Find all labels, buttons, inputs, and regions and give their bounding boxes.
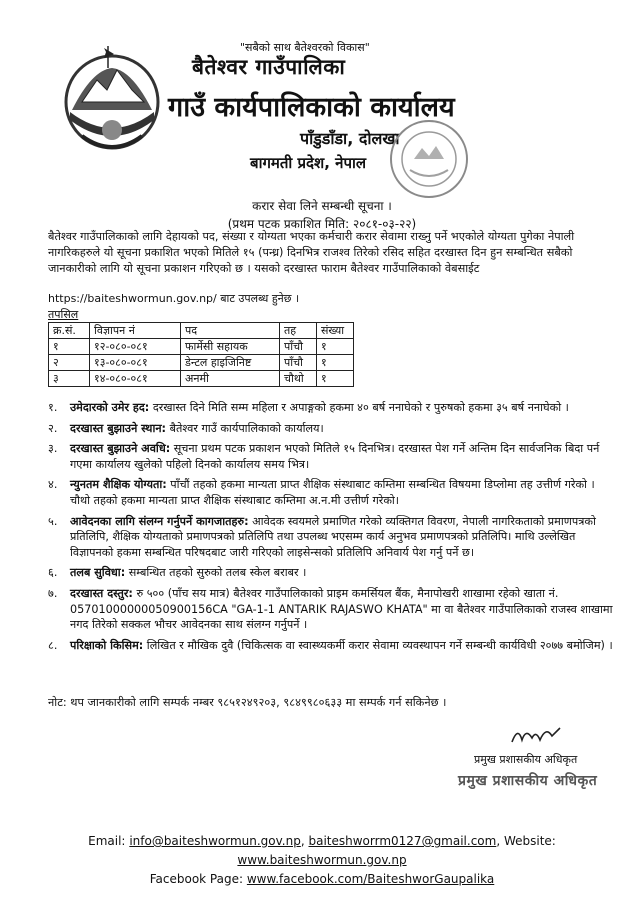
cell-level: पाँचौ	[280, 355, 317, 371]
office-name: गाउँ कार्यपालिकाको कार्यालय	[168, 92, 455, 123]
col-header-count: संख्या	[317, 323, 354, 339]
item-number: ३.	[48, 442, 58, 456]
table-row	[49, 339, 354, 355]
email-link-info[interactable]: info@baiteshwormun.gov.np	[129, 834, 301, 848]
email-link-gmail[interactable]: baiteshworrm0127@gmail.com	[308, 834, 497, 848]
item-text: लिखित र मौखिक दुवै (चिकित्सक वा स्वास्थ्यकर्मी करार सेवामा व्यवस्थापन गर्ने सम्बन्धी कार्यविधी २०७७ बमोजिम) ।	[143, 638, 613, 652]
cell-post: डेन्टल हाइजिनिष्ट	[181, 355, 280, 371]
item-number: ७.	[48, 586, 58, 600]
col-header-ad-no: विज्ञापन नं	[90, 323, 181, 339]
item-label: दरखास्त दस्तुर:	[70, 586, 133, 600]
table-header-row	[49, 323, 354, 339]
slogan: "सबैको साथ बैतेश्वरको विकास"	[240, 41, 370, 54]
table-row	[49, 371, 354, 387]
schedule-label: तपसिल	[48, 308, 79, 321]
item-number: ५.	[48, 514, 58, 528]
office-stamp	[388, 118, 470, 200]
separator: ,	[300, 834, 305, 848]
item-label: दरखास्त बुझाउने स्थान:	[70, 421, 167, 435]
signatory-stamp: प्रमुख प्रशासकीय अधिकृत	[458, 773, 598, 789]
facebook-label: Facebook Page:	[149, 872, 244, 886]
cell-sn: १	[49, 339, 90, 355]
publish-date: (प्रथम पटक प्रकाशित मिति: २०८१-०३-२२)	[227, 217, 417, 231]
vacancy-table	[48, 322, 354, 387]
item-text: पाँचौं तहको हकमा मान्यता प्राप्त शैक्षिक संस्थाबाट कम्तिमा सम्बन्धित विषयमा डिप्लोमा तह उत्तीर्ण गरेको । चौथो तहको हकमा मान्यता प्राप्त शैक्षिक संस्थाबाट कम्तिमा अ.न.मी उत्तीर्ण गरेको।	[70, 478, 595, 507]
website-url-line: https://baiteshwormun.gov.np/ बाट उपलब्ध हुनेछ ।	[48, 292, 300, 305]
list-item	[48, 421, 618, 437]
col-header-post: पद	[181, 323, 280, 339]
cell-post: अनमी	[181, 371, 280, 387]
item-number: ४.	[48, 478, 58, 492]
item-number: ६.	[48, 566, 58, 580]
col-header-level: तह	[280, 323, 317, 339]
signatory-title: प्रमुख प्रशासकीय अधिकृत	[474, 753, 578, 766]
address-line-2: बागमती प्रदेश, नेपाल	[250, 154, 367, 172]
item-number: ८.	[48, 638, 58, 652]
item-label: आवेदनका लागि संलग्न गर्नुपर्ने कागजातहरु:	[70, 514, 249, 528]
cell-ad-no: १३-०८०-०८१	[90, 355, 181, 371]
nepal-government-emblem	[52, 40, 172, 160]
item-text: दरखास्त दिने मिति सम्म महिला र अपाङ्गको हकमा ४० बर्ष ननाघेको र पुरुषको हकमा ३५ बर्ष ननाघेको ।	[149, 401, 569, 414]
list-item	[48, 565, 618, 581]
list-item	[48, 477, 618, 508]
signature	[508, 720, 568, 750]
notice-intro: बैतेश्वर गाउँपालिकाको लागि देहायको पद, संख्या र योग्यता भएका कर्मचारी करार सेवामा राख्नु पर्ने भएकोले योग्यता पुगेका नेपाली नागरिकहरुले यो सूचना प्रकाशित भएको मितिले १५ (पन्ध्र) दिनभित्र राजश्व तिरेको रसिद सहित दरखास्त दिन हुन सम्बन्धित सबैको जानकारीको लागि यो सूचना प्रकाशन गरिएको छ । यसको दरखास्त फाराम बैतेश्वर गाउँपालिकाको वेबसाईट	[48, 230, 575, 275]
item-text: बैतेश्वर गाउँ कार्यपालिकाको कार्यालय।	[166, 421, 324, 435]
cell-level: चौथो	[280, 371, 317, 387]
item-text: आवेदक स्वयमले प्रमाणित गरेको व्यक्तिगत विवरण, नेपाली नागरिकताको प्रमाणपत्रको प्रतिलिपि, शैक्षिक योग्यताको प्रमाणपत्रको प्रतिलिपि तथा उपलब्ध भएसम्म कार्य अनुभव प्रमाणपत्रको प्रतिलिपि। माथि उल्लेखित विज्ञापनको हकमा सम्बन्धित परिषदबाट जारी गरिएको लाइसेन्सको प्रतिलिपि अनिवार्य पेश गर्नु पर्ने छ।	[70, 514, 596, 559]
list-item	[48, 441, 618, 472]
item-label: दरखास्त बुझाउने अवधि:	[70, 442, 171, 456]
cell-sn: ३	[49, 371, 90, 387]
cell-ad-no: १२-०८०-०८१	[90, 339, 181, 355]
item-text: सम्बन्धित तहको सुरुको तलब स्केल बराबर ।	[125, 566, 307, 580]
cell-count: १	[317, 339, 354, 355]
item-number: २.	[48, 421, 58, 435]
item-label: तलब सुविधा:	[70, 566, 126, 580]
col-header-sn: क्र.सं.	[49, 323, 90, 339]
address-line-1: पाँडुडाँडा, दोलखा	[300, 129, 400, 148]
notice-title: करार सेवा लिने सम्बन्धी सूचना ।	[252, 199, 392, 213]
item-label: उमेदारको उमेर हद:	[70, 401, 150, 414]
cell-count: १	[317, 355, 354, 371]
list-item	[48, 638, 618, 654]
contact-note: नोट: थप जानकारीको लागि सम्पर्क नम्बर ९८५१२४९२०३, ९८४९९८०६३३ मा सम्पर्क गर्न सकिनेछ ।	[48, 696, 447, 709]
website-link[interactable]: www.baiteshwormun.gov.np	[237, 853, 407, 867]
cell-post: फार्मेसी सहायक	[181, 339, 280, 355]
item-label: परिक्षाको किसिम:	[70, 638, 144, 652]
list-item	[48, 586, 618, 633]
item-number: १.	[48, 401, 58, 414]
website-label: , Website:	[496, 834, 556, 848]
email-label: Email:	[88, 834, 126, 848]
list-item	[48, 400, 618, 416]
cell-count: १	[317, 371, 354, 387]
footer	[0, 832, 644, 889]
municipality-name: बैतेश्वर गाउँपालिका	[192, 55, 346, 79]
item-label: न्युनतम शैक्षिक योग्यता:	[70, 478, 167, 492]
list-item	[48, 514, 618, 561]
table-row	[49, 355, 354, 371]
item-text: सूचना प्रथम पटक प्रकाशन भएको मितिले १५ दिनभित्र। दरखास्त पेश गर्ने अन्तिम दिन सार्वजनिक बिदा पर्न गएमा कार्यालय खुलेको पहिलो दिनको कार्यालय समय भित्र।	[70, 442, 600, 471]
item-text: रु ५०० (पाँच सय मात्र) बैतेश्वर गाउँपालिकाको प्राइम कमर्सियल बैंक, मैनापोखरी शाखामा रहेको खाता नं. 05701000000050900156CA "GA-1-1 ANTARIK RAJASWO KHATA" मा वा बैतेश्वर गाउँपालिकाको राजस्व शाखामा नगद तिरेको सक्कल भौचर आवेदनका साथ संलग्न गर्नुपर्ने ।	[70, 586, 613, 632]
cell-ad-no: १४-०८०-०८१	[90, 371, 181, 387]
conditions-list	[48, 400, 618, 658]
cell-level: पाँचौ	[280, 339, 317, 355]
facebook-link[interactable]: www.facebook.com/BaiteshworGaupalika	[246, 872, 495, 886]
cell-sn: २	[49, 355, 90, 371]
